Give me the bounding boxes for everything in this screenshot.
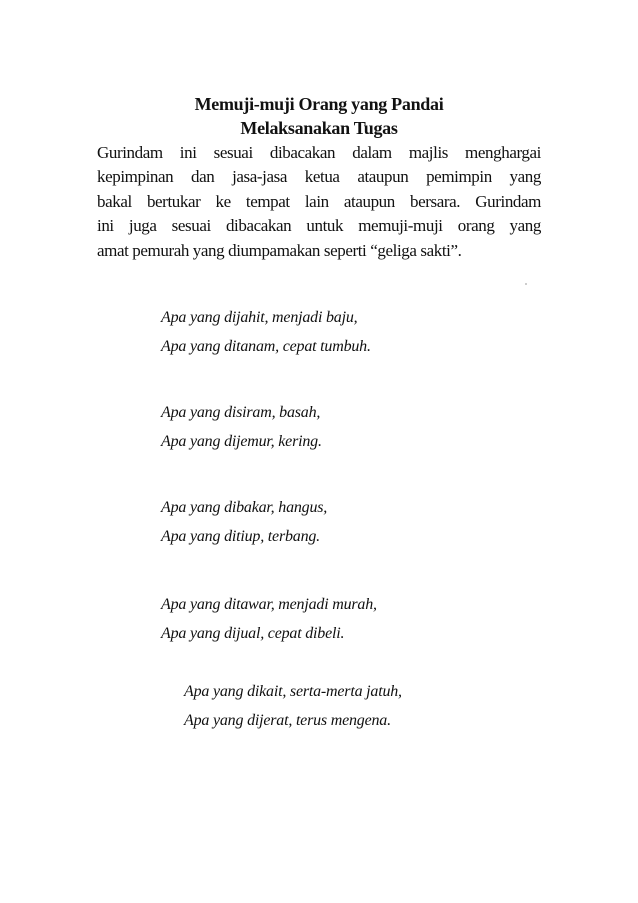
verse-line: Apa yang ditanam, cepat tumbuh. xyxy=(161,338,371,355)
verse-line: Apa yang dikait, serta-merta jatuh, xyxy=(184,683,402,700)
verse-line: Apa yang ditawar, menjadi murah, xyxy=(161,596,377,613)
intro-paragraph xyxy=(97,141,541,263)
verse-line: Apa yang disiram, basah, xyxy=(161,404,321,421)
stanza-2 xyxy=(161,398,322,456)
stanza-3 xyxy=(161,493,327,551)
verse-line: Apa yang dibakar, hangus, xyxy=(161,499,328,516)
intro-line: ini juga sesuai dibacakan untuk memuji-muji orang yang xyxy=(97,216,541,236)
verse-line: Apa yang dijahit, menjadi baju, xyxy=(161,309,358,326)
intro-line: Gurindam ini sesuai dibacakan dalam majlis menghargai xyxy=(97,143,541,162)
verse-line: Apa yang ditiup, terbang. xyxy=(161,528,320,545)
poem-title xyxy=(0,92,638,140)
verse-line: Apa yang dijerat, terus mengena. xyxy=(184,712,391,729)
verse-line: Apa yang dijemur, kering. xyxy=(161,433,322,450)
verse-line: Apa yang dijual, cepat dibeli. xyxy=(161,625,345,642)
intro-line: kepimpinan dan jasa-jasa ketua ataupun pemimpin yang xyxy=(97,167,541,187)
title-line-2: Melaksanakan Tugas xyxy=(240,118,398,138)
scan-speck xyxy=(525,283,527,285)
intro-line: bakal bertukar ke tempat lain ataupun bersara. Gurindam xyxy=(97,191,541,211)
title-line-1: Memuji-muji Orang yang Pandai xyxy=(194,94,444,114)
intro-line: amat pemurah yang diumpamakan seperti “geliga sakti”. xyxy=(97,240,462,260)
stanza-1 xyxy=(161,303,371,361)
stanza-5 xyxy=(184,677,402,735)
stanza-4 xyxy=(161,590,377,648)
